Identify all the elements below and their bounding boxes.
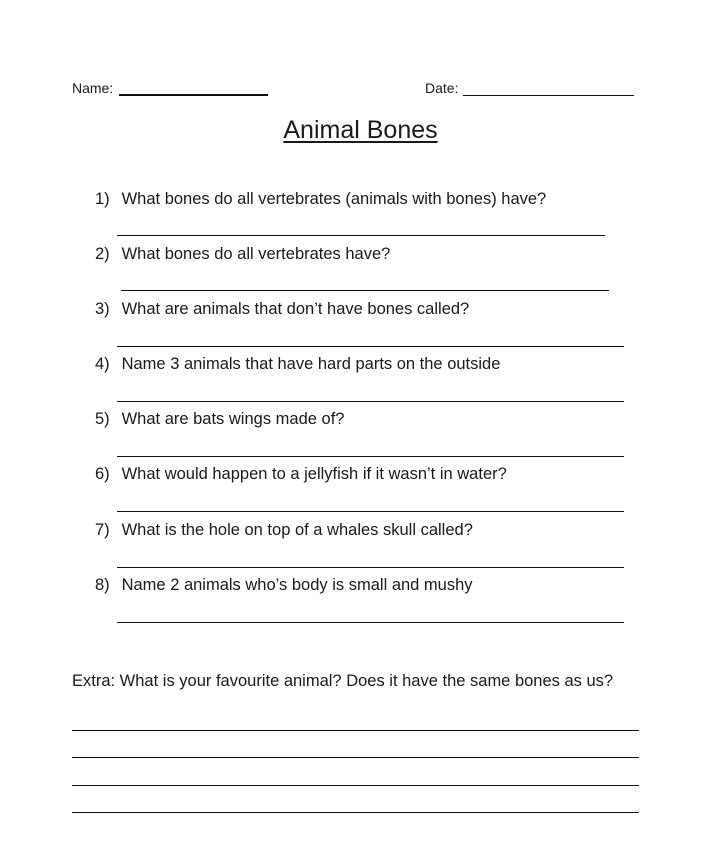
date-field[interactable] <box>463 95 634 96</box>
question-text: Name 2 animals who’s body is small and mushy <box>121 576 473 594</box>
question-text: What would happen to a jellyfish if it wasn’t in water? <box>121 465 507 483</box>
extra-answer-line-3[interactable] <box>72 785 639 786</box>
answer-line-2[interactable] <box>121 290 609 291</box>
extra-answer-line-2[interactable] <box>72 757 639 758</box>
question-number: 1) <box>95 190 110 208</box>
question-8 <box>95 576 473 595</box>
question-5 <box>95 410 344 429</box>
name-field[interactable] <box>119 94 268 96</box>
answer-line-1[interactable] <box>117 235 605 236</box>
question-number: 3) <box>95 300 110 318</box>
extra-answer-line-1[interactable] <box>72 730 639 731</box>
question-2 <box>95 245 390 264</box>
answer-line-4[interactable] <box>117 401 624 402</box>
extra-question: Extra: What is your favourite animal? Does it have the same bones as us? <box>72 672 614 690</box>
question-text: What bones do all vertebrates (animals with bones) have? <box>121 190 547 208</box>
question-number: 5) <box>95 410 110 428</box>
answer-line-5[interactable] <box>117 456 624 457</box>
question-text: Name 3 animals that have hard parts on the outside <box>121 355 501 373</box>
question-text: What bones do all vertebrates have? <box>121 245 391 263</box>
question-number: 2) <box>95 245 110 263</box>
question-number: 8) <box>95 576 110 594</box>
question-text: What are bats wings made of? <box>121 410 345 428</box>
name-label: Name: <box>72 80 114 96</box>
question-number: 7) <box>95 521 110 539</box>
question-1 <box>95 190 546 209</box>
answer-line-8[interactable] <box>117 622 624 623</box>
extra-answer-line-4[interactable] <box>72 812 639 813</box>
question-text: What are animals that don’t have bones called? <box>121 300 470 318</box>
question-number: 4) <box>95 355 110 373</box>
answer-line-6[interactable] <box>117 511 624 512</box>
question-3 <box>95 300 469 319</box>
answer-line-3[interactable] <box>117 346 624 347</box>
question-text: What is the hole on top of a whales skull called? <box>121 521 473 539</box>
question-7 <box>95 521 473 540</box>
question-6 <box>95 465 507 484</box>
question-4 <box>95 355 500 374</box>
answer-line-7[interactable] <box>117 567 624 568</box>
question-number: 6) <box>95 465 110 483</box>
page-title: Animal Bones <box>283 116 438 144</box>
date-label: Date: <box>425 80 459 96</box>
